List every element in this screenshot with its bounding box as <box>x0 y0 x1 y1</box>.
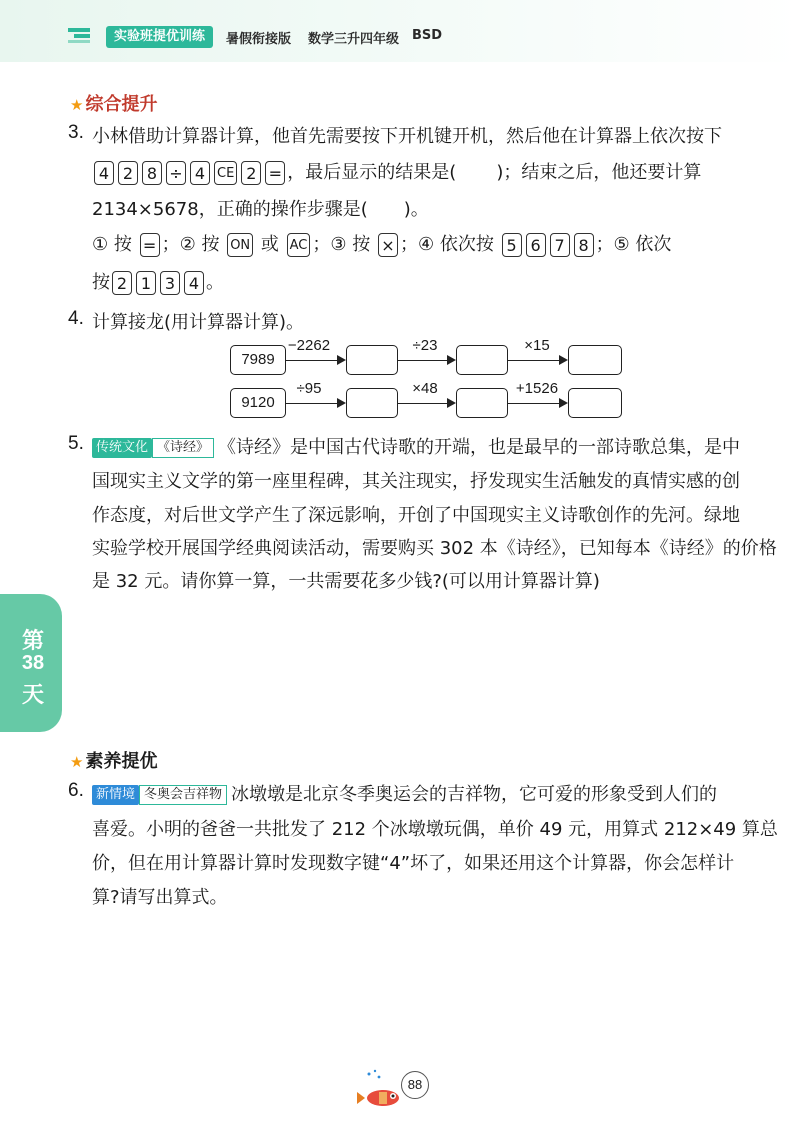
chain-start: 9120 <box>230 388 286 418</box>
section-title: 综合提升 <box>85 94 158 115</box>
calc-key: × <box>378 233 398 257</box>
calc-key: 5 <box>502 233 522 257</box>
q3-text: ，最后显示的结果是( <box>287 162 457 183</box>
q6-line1: 新情境 冬奥会吉祥物 冰墩墩是北京冬季奥运会的吉祥物，它可爱的形象受到人们的 <box>92 780 717 806</box>
question-number: 6. <box>68 780 84 801</box>
tag-new-context: 新情境 <box>92 785 139 805</box>
book-logo-icon <box>64 20 104 46</box>
calc-key: 4 <box>94 161 114 185</box>
calc-key: 8 <box>142 161 162 185</box>
q5-line5: 是 32 元。请你算一算，一共需要花多少钱?(可以用计算器计算) <box>92 571 600 592</box>
q3-text: )；结束之后，他还要计算 <box>496 162 702 183</box>
answer-box[interactable] <box>568 388 622 418</box>
question-number: 4. <box>68 308 84 329</box>
calc-key: 8 <box>574 233 594 257</box>
q3-line2 <box>92 158 701 185</box>
chain-op: ÷95 <box>296 380 322 397</box>
q5-line1: 传统文化 《诗经》 《诗经》是中国古代诗歌的开端，也是最早的一部诗歌总集，是中 <box>92 433 740 459</box>
calc-key: ON <box>227 233 253 257</box>
calc-key: CE <box>214 161 237 185</box>
calc-key: 4 <box>190 161 210 185</box>
side-tab-char: 38 <box>21 652 45 674</box>
arrow-icon <box>559 398 568 408</box>
q6-line2: 喜爱。小明的爸爸一共批发了 212 个冰墩墩玩偶，单价 49 元，用算式 212×49 算总 <box>92 819 778 840</box>
calc-key: 6 <box>526 233 546 257</box>
tag-shijing: 《诗经》 <box>152 438 214 458</box>
tag-mascot: 冬奥会吉祥物 <box>139 785 227 805</box>
edition-label: 暑假衔接版 <box>226 32 292 47</box>
calc-key: 3 <box>160 271 180 295</box>
page-number: 88 <box>401 1071 429 1099</box>
q3-line3: 2134×5678，正确的操作步骤是( )。 <box>92 199 429 220</box>
calc-key: 7 <box>550 233 570 257</box>
side-tab-char: 天 <box>21 682 44 707</box>
chain-start: 7989 <box>230 345 286 375</box>
star-icon: ★ <box>70 96 84 114</box>
calc-key: 2 <box>118 161 138 185</box>
q4-text: 计算接龙(用计算器计算)。 <box>92 312 305 333</box>
q5-line2: 国现实主义文学的第一座里程碑，其关注现实，抒发现实生活触发的真情实感的创 <box>92 471 740 492</box>
chain-op: ×15 <box>524 337 550 354</box>
calc-key: = <box>265 161 285 185</box>
series-badge: 实验班提优训练 <box>106 26 213 48</box>
answer-box[interactable] <box>568 345 622 375</box>
day-side-tab <box>0 594 62 732</box>
calc-key: = <box>140 233 160 257</box>
section-title: 素养提优 <box>85 751 158 772</box>
chain-op: +1526 <box>515 380 559 397</box>
chain-op: ×48 <box>412 380 438 397</box>
section-comprehensive <box>70 90 157 116</box>
chain-op: ÷23 <box>412 337 438 354</box>
calc-key: AC <box>287 233 311 257</box>
q3-options: ① 按 = ；② 按 ON 或 AC ；③ 按 × ；④ 依次按 5 6 7 8 ；⑤ 依次 <box>92 234 672 255</box>
calc-key: ÷ <box>166 161 186 185</box>
arrow-icon <box>447 398 456 408</box>
arrow-icon <box>559 355 568 365</box>
arrow-icon <box>337 355 346 365</box>
section-literacy <box>70 747 157 773</box>
q3-line1: 小林借助计算器计算，他首先需要按下开机键开机，然后他在计算器上依次按下 <box>92 126 722 147</box>
side-tab-char: 第 <box>21 628 44 653</box>
star-icon: ★ <box>70 753 84 771</box>
publisher-label: BSD <box>412 28 443 43</box>
calc-key: 2 <box>112 271 132 295</box>
q5-line4: 实验学校开展国学经典阅读活动，需要购买 302 本《诗经》，已知每本《诗经》的价格 <box>92 538 777 559</box>
question-number: 5. <box>68 433 84 454</box>
q5-line3: 作态度，对后世文学产生了深远影响，开创了中国现实主义诗歌创作的先河。绿地 <box>92 505 740 526</box>
q6-line3: 价，但在用计算器计算时发现数字键“4”坏了，如果还用这个计算器，你会怎样计 <box>92 853 735 874</box>
q3-line5: 按 2 1 3 4 。 <box>92 272 224 293</box>
arrow-icon <box>337 398 346 408</box>
subject-label: 数学三升四年级 <box>308 32 400 47</box>
calc-key: 2 <box>241 161 261 185</box>
calc-key: 1 <box>136 271 156 295</box>
calc-key: 4 <box>184 271 204 295</box>
question-number: 3. <box>68 122 84 143</box>
q6-line4: 算?请写出算式。 <box>92 887 228 908</box>
chain-op: −2262 <box>287 337 331 354</box>
tag-traditional-culture: 传统文化 <box>92 438 152 458</box>
arrow-icon <box>447 355 456 365</box>
